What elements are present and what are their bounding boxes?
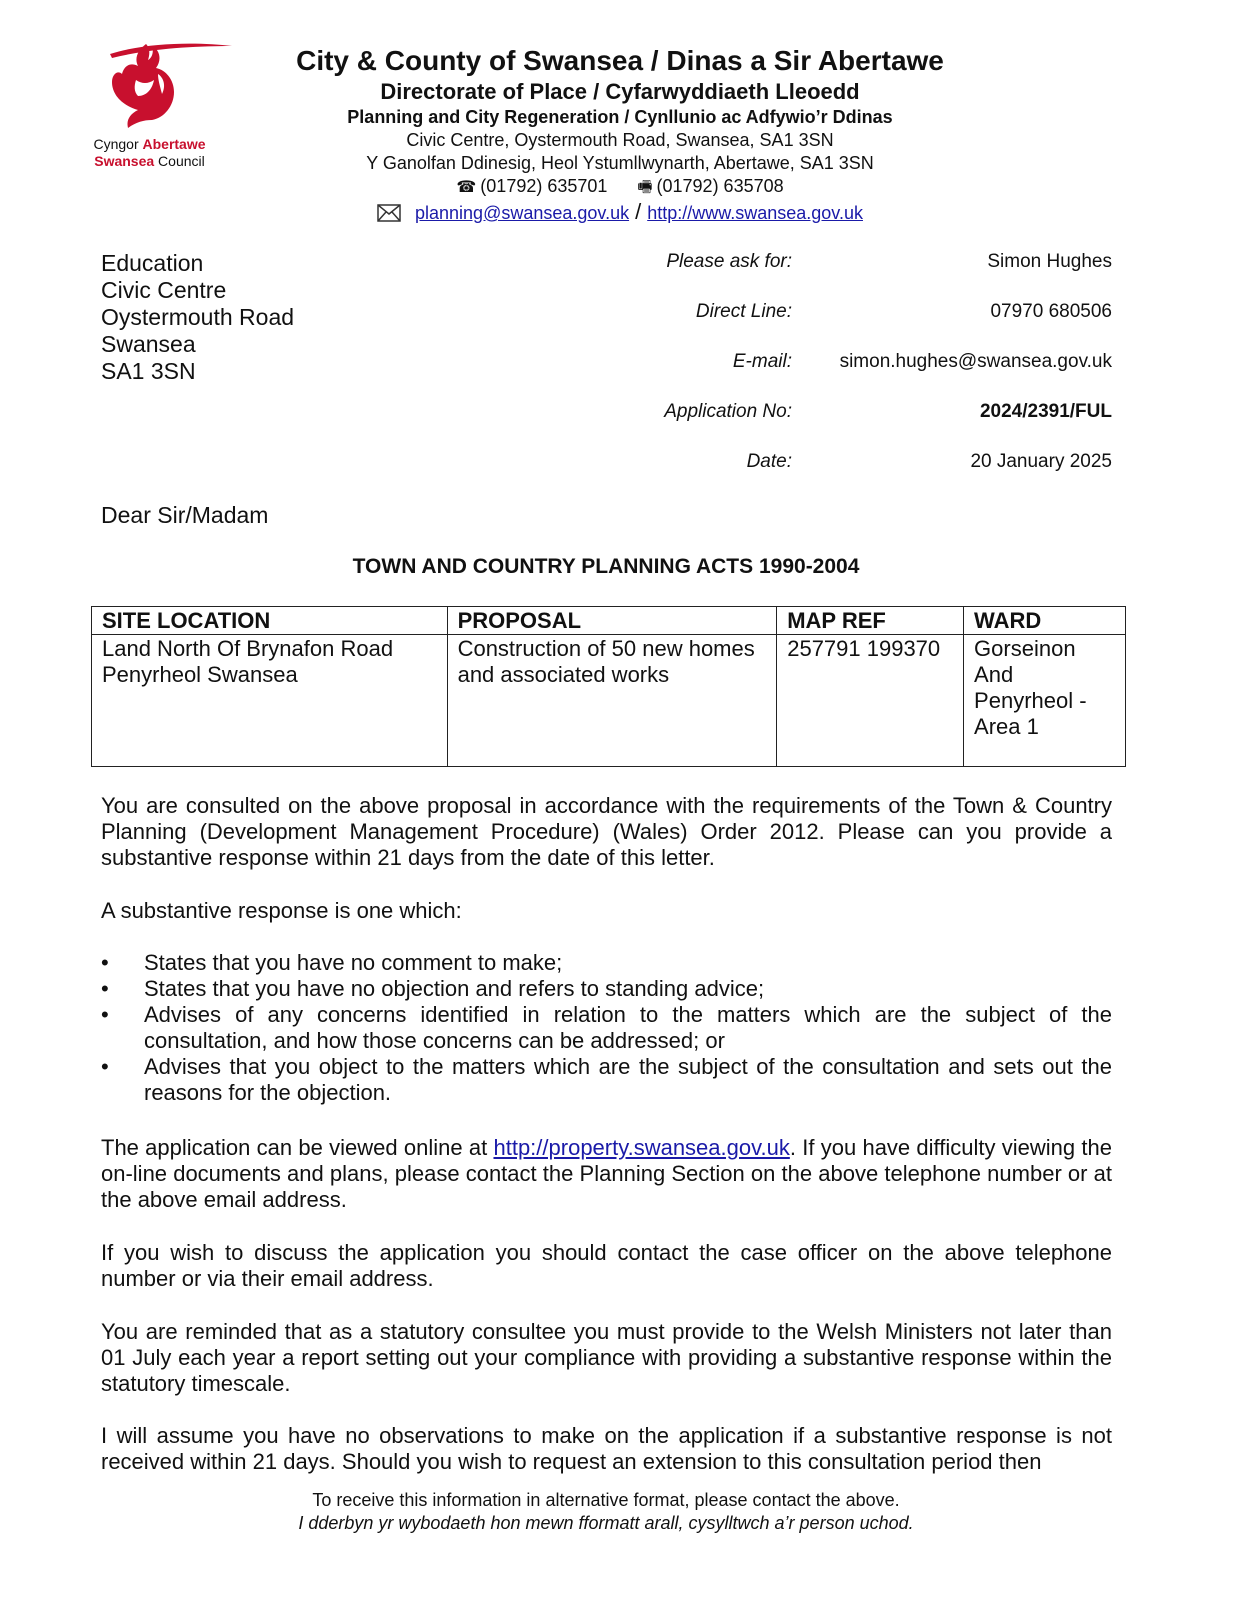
phone-number: (01792) 635701 bbox=[480, 176, 608, 196]
recipient-line: Oystermouth Road bbox=[101, 304, 295, 330]
statutory-paragraph: You are reminded that as a statutory consultee you must provide to the Welsh Ministers not later than 01 July each year a report setting out your compliance with providing a substantive response within the statutory timescale. bbox=[101, 1319, 1112, 1396]
ref-label: Please ask for: bbox=[666, 251, 792, 272]
list-item: • States that you have no comment to make; bbox=[101, 950, 563, 975]
website-link[interactable]: http://www.swansea.gov.uk bbox=[647, 203, 863, 223]
act-heading: TOWN AND COUNTRY PLANNING ACTS 1990-2004 bbox=[352, 555, 860, 578]
list-item: • Advises that you object to the matters which are the subject of the consultation and sets out the reasons for the objection. bbox=[101, 1054, 1112, 1105]
footer-english: To receive this information in alternative format, please contact the above. bbox=[312, 1490, 900, 1510]
table-row bbox=[92, 635, 1126, 767]
ref-email bbox=[600, 350, 1112, 400]
address-english: Civic Centre, Oystermouth Road, Swansea, SA1 3SN bbox=[406, 130, 834, 150]
ref-ask-for bbox=[600, 250, 1112, 300]
telephone-icon: ☎ bbox=[456, 179, 477, 196]
ref-label: Date: bbox=[746, 451, 792, 472]
ref-label: E-mail: bbox=[732, 351, 792, 372]
logo-swoosh-icon bbox=[108, 40, 234, 60]
ref-label: Application No: bbox=[664, 401, 792, 422]
address-welsh: Y Ganolfan Ddinesig, Heol Ystumllwynarth, Abertawe, SA1 3SN bbox=[366, 153, 874, 173]
ref-direct-line bbox=[600, 300, 1112, 350]
site-details-table bbox=[91, 606, 1126, 767]
department-title: Planning and City Regeneration / Cynllunio ac Adfywio’r Ddinas bbox=[347, 107, 893, 127]
letter-date: 20 January 2025 bbox=[970, 451, 1112, 472]
substantive-criteria-list bbox=[101, 950, 1112, 1106]
site-location-cell: Land North Of Brynafon Road Penyrheol Swansea bbox=[92, 635, 448, 767]
logo-wordmark: Cyngor Abertawe Swansea Council bbox=[93, 136, 206, 169]
recipient-line: Civic Centre bbox=[101, 277, 227, 303]
fax-number: (01792) 635708 bbox=[656, 176, 784, 196]
footer-welsh: I dderbyn yr wybodaeth hon mewn fformatt arall, cysylltwch a’r person uchod. bbox=[298, 1513, 914, 1533]
discuss-paragraph: If you wish to discuss the application you should contact the case officer on the above telephone number or via their email address. bbox=[101, 1240, 1112, 1291]
link-separator: / bbox=[635, 199, 642, 224]
list-item: • Advises of any concerns identified in relation to the matters which are the subject of the consultation, and how those concerns can be addressed; or bbox=[101, 1002, 1112, 1053]
map-ref-cell: 257791 199370 bbox=[777, 635, 964, 767]
property-portal-link[interactable]: http://property.swansea.gov.uk bbox=[493, 1135, 790, 1160]
fax-icon: 🖷 bbox=[637, 179, 653, 196]
column-header: WARD bbox=[964, 607, 1126, 635]
officer-email: simon.hughes@swansea.gov.uk bbox=[839, 351, 1112, 372]
recipient-address bbox=[101, 250, 294, 385]
list-item: • States that you have no objection and refers to standing advice; bbox=[101, 976, 765, 1001]
proposal-cell: Construction of 50 new homes and associated works bbox=[447, 635, 777, 767]
column-header: SITE LOCATION bbox=[92, 607, 448, 635]
contact-numbers bbox=[240, 175, 1000, 199]
direct-line-number: 07970 680506 bbox=[990, 301, 1112, 322]
column-header: PROPOSAL bbox=[447, 607, 777, 635]
ref-application-no bbox=[600, 400, 1112, 450]
table-header-row bbox=[92, 607, 1126, 635]
consultation-paragraph: You are consulted on the above proposal in accordance with the requirements of the Town & Country Planning (Development Management Procedure) (Wales) Order 2012. Please can you provide a substantive response within 21 days from the date of this letter. bbox=[101, 793, 1112, 870]
salutation: Dear Sir/Madam bbox=[101, 502, 269, 528]
view-online-paragraph: The application can be viewed online at http://property.swansea.gov.uk. If you have difficulty viewing the on-line documents and plans, please contact the Planning Section on the above telephone number or at the above email address. bbox=[101, 1135, 1113, 1212]
application-number: 2024/2391/FUL bbox=[979, 401, 1112, 422]
case-officer-name: Simon Hughes bbox=[987, 251, 1112, 272]
directorate-title: Directorate of Place / Cyfarwyddiaeth Lleoedd bbox=[380, 79, 860, 104]
contact-links bbox=[240, 200, 1000, 225]
reference-block bbox=[600, 250, 1112, 500]
envelope-icon bbox=[377, 204, 401, 222]
ref-label: Direct Line: bbox=[695, 301, 792, 322]
substantive-intro: A substantive response is one which: bbox=[101, 898, 462, 923]
assumption-paragraph: I will assume you have no observations to make on the application if a substantive response is not received within 21 days. Should you wish to request an extension to this consultation period then bbox=[101, 1423, 1112, 1474]
recipient-line: SA1 3SN bbox=[101, 358, 196, 384]
council-title: City & County of Swansea / Dinas a Sir Abertawe bbox=[296, 45, 944, 76]
recipient-line: Education bbox=[101, 250, 204, 276]
column-header: MAP REF bbox=[777, 607, 964, 635]
ref-date bbox=[600, 450, 1112, 500]
recipient-line: Swansea bbox=[101, 331, 196, 357]
council-logo bbox=[78, 40, 218, 190]
email-link[interactable]: planning@swansea.gov.uk bbox=[415, 203, 630, 223]
ward-cell: Gorseinon And Penyrheol - Area 1 bbox=[964, 635, 1126, 767]
